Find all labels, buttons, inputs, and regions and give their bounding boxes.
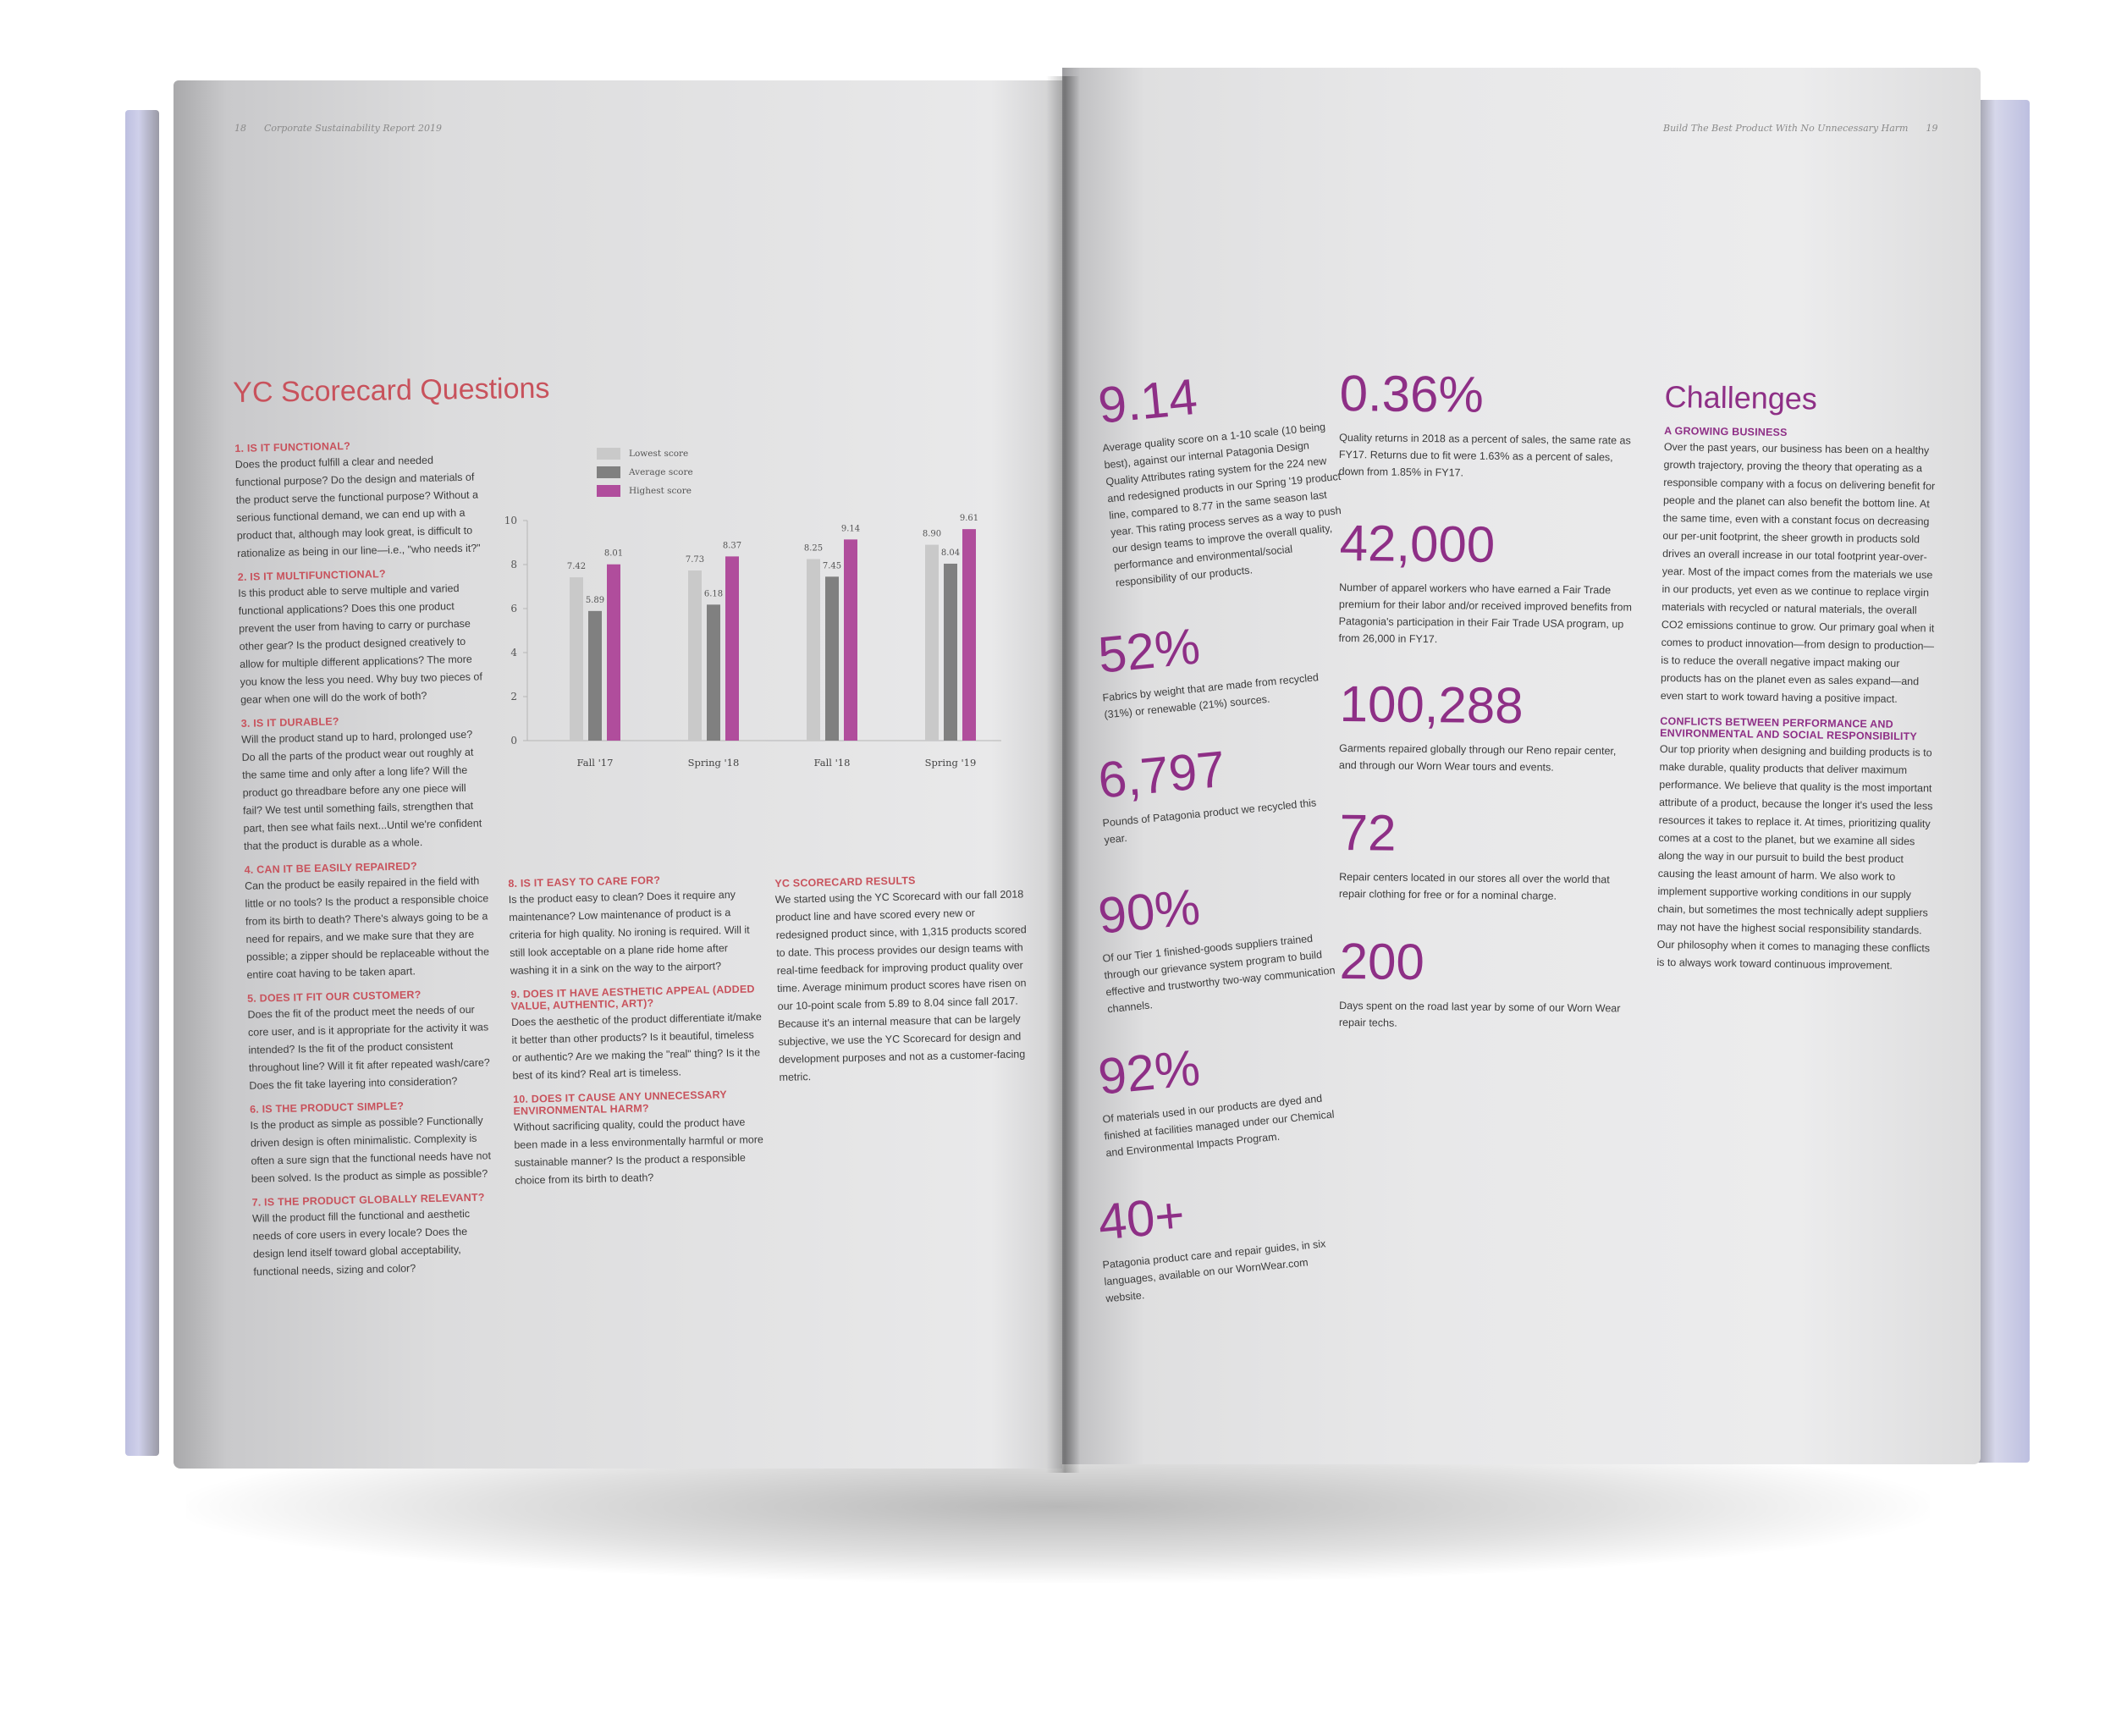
challenges-title: Challenges (1664, 379, 1818, 416)
bar-highest-score (607, 565, 620, 741)
y-tick-label: 6 (510, 603, 517, 614)
stat-value: 100,288 (1339, 675, 1524, 735)
question-body: Will the product stand up to hard, prolonged use? Do all the parts of the product wear out roughly at the same time and only after a long life? Will the product go threadbare before any one piece will fail? We test until something fails, strengthen that part, then see what fails next...Until we're confident that the product is durable as a whole. (241, 728, 482, 852)
bar-value-label: 6.18 (703, 589, 724, 599)
bar-value-label: 8.25 (803, 543, 824, 554)
bar-lowest-score (925, 545, 939, 741)
stat-value: 92% (1095, 1039, 1203, 1105)
stat-desc: Days spent on the road last year by some of our Worn Wear repair techs. (1338, 999, 1621, 1029)
book-edge-right (1972, 100, 2030, 1463)
question-body: Can the product be easily repaired in the field with little or no tools? Is the product a responsible choice from its birth to death? There's always going to be a need for repairs, and we make sure that they are possible; a zipper should be replaceable without the entire coat having to be taken apart. (244, 874, 490, 981)
question-3 (241, 712, 490, 856)
bar-highest-score (844, 539, 857, 741)
stat-desc: Quality returns in 2018 as a percent of sales, the same rate as FY17. Returns due to fit were 1.63% as a percent of sales, down from 1.85% in FY17. (1338, 431, 1631, 479)
stat-desc: Average quality score on a 1-10 scale (10 being best), against our internal Patagonia Design Quality Attributes rating system for the 224 new and redesigned products in our Spring '19 product line, compared to 8.77 in the same season last year. This rating process serves as a way to push our design teams to improve the overall quality, performance and environmental/social responsibility of our products. (1101, 421, 1342, 589)
challenge-heading: CONFLICTS BETWEEN PERFORMANCE AND ENVIRONMENTAL AND SOCIAL RESPONSIBILITY (1660, 714, 1918, 743)
stat-value: 200 (1339, 933, 1425, 991)
question-body: Is this product able to serve multiple and varied functional applications? Does this one product prevent the user from having to carry or purchase other gear? Is the product designed creatively to allow for multiple different applications? The more you know the less you need. Why buy two pieces of gear when one will do the work of both? (238, 582, 483, 706)
question-title: 1. IS IT FUNCTIONAL? (234, 439, 351, 455)
question-title: 2. IS IT MULTIFUNCTIONAL? (237, 567, 386, 583)
x-tick-label: Fall '18 (813, 757, 851, 769)
x-tick-label: Spring '18 (687, 757, 740, 769)
bar-lowest-score (807, 559, 820, 741)
bar-lowest-score (570, 577, 583, 741)
challenge-conflicts (1656, 715, 1939, 976)
question-2 (238, 565, 487, 709)
stat-repair-guides (1096, 1175, 1342, 1307)
stat-value: 52% (1095, 617, 1203, 684)
x-tick-label: Fall '17 (576, 757, 614, 769)
scorecard-chart (487, 504, 1028, 783)
chart-legend (597, 444, 693, 500)
legend-label: Average score (629, 467, 693, 477)
y-tick-label: 10 (504, 515, 517, 526)
questions-column-1 (234, 428, 499, 1281)
question-body: Does the aesthetic of the product differentiate it/make it better than other products? Is it beautiful, timeless or authentic? Are we making the "real" thing? Is it the best of its kind? Real art is timeless. (510, 1011, 762, 1082)
legend-swatch (597, 466, 620, 478)
legend-label: Lowest score (629, 449, 689, 459)
question-body: Is the product as simple as possible? Functionally driven design is often minimalistic. Complexity is often a sure sign that the functional needs have not been solved. Is the product as simple as possible? (250, 1114, 492, 1185)
right-running-title: Build The Best Product With No Unnecessary Harm (1663, 123, 1909, 134)
right-page-number: 19 (1926, 123, 1938, 134)
question-6 (250, 1098, 497, 1188)
stat-value: 42,000 (1339, 515, 1496, 573)
stats-column-middle (1338, 365, 1636, 1031)
stat-value: 0.36% (1339, 365, 1485, 423)
bar-highest-score (725, 556, 739, 741)
stat-desc: Number of apparel workers who have earned a Fair Trade premium for their labor and/or received improved benefits from Patagonia's participation in their Fair Trade USA program, up from 26,000 in FY17. (1338, 581, 1632, 646)
bar-value-label: 8.37 (722, 541, 742, 551)
stat-days-on-road (1338, 933, 1636, 1034)
questions-column-2 (508, 863, 769, 1190)
stat-fabrics (1096, 608, 1341, 723)
left-page (174, 80, 1062, 1469)
scorecard-bar-chart (487, 504, 1028, 783)
stat-value: 90% (1095, 878, 1203, 945)
stat-value: 6,797 (1095, 740, 1228, 809)
stat-desc: Fabrics by weight that are made from recycled (31%) or renewable (21%) sources. (1101, 671, 1320, 721)
question-1 (234, 437, 482, 563)
bar-value-label: 9.61 (959, 514, 979, 524)
question-body: Is the product easy to clean? Does it require any maintenance? Low maintenance of product is a criteria for high quality. No ironing is required. Will it still look acceptable on a plane ride home after washing it in a sink on the way to the airport? (508, 888, 750, 977)
question-title: 4. CAN IT BE EASILY REPAIRED? (244, 860, 418, 876)
stat-desc: Patagonia product care and repair guides, in six languages, available on our WornWear.com website. (1101, 1237, 1326, 1305)
legend-item-lowest (597, 444, 693, 463)
bar-value-label: 8.04 (940, 548, 961, 558)
y-tick-label: 2 (510, 691, 517, 703)
challenge-body: Our top priority when designing and building products is to make durable, quality products that deliver maximum performance. We believe that quality is the most important attribute of a product, because the longer it's used the less resources it takes to replace it. At times, prioritizing quality comes at a cost to the planet, but we examine all sides along the way in our pursuit to build the best product causing the least amount of harm. We also work to implement supportive working conditions in our supply chain, but sometimes the most technically adept suppliers may not have the highest social responsibility standards. Our philosophy when it comes to managing these conflicts is to always work toward continuous improvement. (1656, 742, 1933, 972)
question-10 (513, 1088, 769, 1190)
question-title: 9. DOES IT HAVE AESTHETIC APPEAL (ADDED VALUE, AUTHENTIC, ART)? (510, 983, 755, 1012)
legend-item-highest (597, 482, 693, 500)
results-body: We started using the YC Scorecard with our fall 2018 product line and have scored every new or redesigned product since, with 1,315 products scored to date. This process provides our design teams with real-time feedback for improving product quality over time. Average minimum product scores have risen on our 10-point scale from 5.89 to 8.04 since fall 2017. Because it's an internal measure that can be largely subjective, we use the YC Scorecard for design and development purposes and not as a customer-facing metric. (774, 888, 1027, 1083)
right-page (1062, 68, 1981, 1464)
stat-repair-centers (1338, 804, 1636, 906)
left-running-title: Corporate Sustainability Report 2019 (263, 123, 442, 134)
stat-value: 9.14 (1095, 367, 1200, 434)
page-title: YC Scorecard Questions (233, 372, 550, 409)
left-running-head (234, 123, 442, 134)
stat-quality-score (1096, 358, 1353, 592)
challenge-heading: A GROWING BUSINESS (1664, 424, 1788, 439)
stat-value: 72 (1339, 804, 1397, 862)
challenge-body: Over the past years, our business has been on a healthy growth trajectory, proving the theory that operating as a responsible company with a focus on delivering benefit for people and the planet can also benefit the bottom line. At the same time, even with a constant focus on decreasing our per-unit footprint, the sheer growth in products sold drives an overall increase in our total footprint year-over-year. Most of the impact comes from the materials we use in our products, yet even as we continue to replace virgin materials with recycled or natural materials, the overall CO2 emissions continue to grow. Our primary goal when it comes to product innovation—from design to production—is to reduce the overall negative impact making our products has on the planet even as sales expand—and even start to work toward having a positive impact. (1660, 440, 1936, 705)
bar-average-score (944, 564, 957, 741)
stat-desc: Of our Tier 1 finished-goods suppliers trained through our grievance system program to build effective and trustworthy two-way communication channels. (1101, 932, 1336, 1016)
stat-desc: Repair centers located in our stores all over the world that repair clothing for free or for a nominal charge. (1338, 870, 1610, 902)
question-title: 7. IS THE PRODUCT GLOBALLY RELEVANT? (251, 1191, 485, 1209)
stat-quality-returns (1338, 365, 1636, 483)
bar-value-label: 8.01 (603, 548, 624, 559)
stat-recycled (1096, 733, 1341, 848)
y-tick-label: 4 (510, 647, 517, 659)
stat-desc: Of materials used in our products are dyed and finished at facilities managed under our Chemical and Environmental Impacts Program. (1101, 1092, 1336, 1160)
question-title: 3. IS IT DURABLE? (240, 715, 339, 730)
question-title: 10. DOES IT CAUSE ANY UNNECESSARY ENVIRONMENTAL HARM? (513, 1088, 727, 1117)
stat-desc: Garments repaired globally through our Reno repair center, and through our Worn Wear tours and events. (1338, 741, 1617, 774)
question-title: 6. IS THE PRODUCT SIMPLE? (249, 1099, 405, 1116)
bar-value-label: 8.90 (922, 529, 942, 539)
left-page-number: 18 (234, 123, 246, 134)
stat-desc: Pounds of Patagonia product we recycled this year. (1101, 796, 1317, 846)
question-9 (510, 983, 767, 1085)
stat-materials (1096, 1029, 1342, 1161)
legend-item-average (597, 463, 693, 482)
right-running-head (1663, 123, 1937, 134)
results-title: YC SCORECARD RESULTS (774, 874, 916, 890)
challenges-section (1656, 379, 1944, 976)
bar-average-score (825, 576, 839, 741)
bar-highest-score (962, 529, 976, 741)
y-tick-label: 8 (510, 559, 517, 570)
question-5 (247, 987, 495, 1095)
x-tick-label: Spring '19 (924, 757, 977, 769)
question-title: 8. IS IT EASY TO CARE FOR? (508, 874, 661, 890)
legend-swatch (597, 485, 620, 497)
y-tick-label: 0 (510, 735, 517, 747)
bar-value-label: 7.42 (566, 562, 587, 572)
bar-value-label: 9.14 (840, 524, 861, 534)
stat-garments-repaired (1338, 675, 1636, 777)
book-edge-left (125, 110, 159, 1456)
bar-average-score (588, 611, 602, 741)
question-8 (508, 872, 764, 980)
stats-column-left (1095, 367, 1342, 1308)
stat-suppliers (1096, 868, 1344, 1017)
legend-label: Highest score (629, 486, 692, 496)
bar-value-label: 5.89 (585, 595, 605, 605)
question-body: Does the product fulfill a clear and needed functional purpose? Do the design and materials of the product serve the functional purpose? Without a serious functional demand, we can end up with a product that, although may look great, is difficult to rationalize as being in our line—i.e., "who needs it?" (234, 454, 481, 559)
legend-swatch (597, 448, 620, 460)
book-gutter (1046, 76, 1080, 1473)
bar-lowest-score (688, 570, 702, 741)
question-title: 5. DOES IT FIT OUR CUSTOMER? (246, 989, 422, 1005)
bar-average-score (707, 604, 720, 741)
bar-value-label: 7.73 (685, 555, 705, 565)
question-body: Will the product fill the functional and aesthetic needs of core users in every locale? Does the design lend itself toward global acceptability, functional needs, sizing and color? (251, 1207, 471, 1278)
stat-fair-trade (1338, 515, 1636, 650)
question-body: Does the fit of the product meet the needs of our core user, and is it appropriate for the activity it was intended? Is the fit of the product consistent throughout line? Will it fit after repeated wash/care? Does the fit take layering into consideration? (247, 1003, 490, 1092)
bar-value-label: 7.45 (822, 561, 842, 571)
challenge-growing-business (1661, 425, 1944, 709)
question-4 (245, 858, 493, 984)
stat-value: 40+ (1095, 1186, 1187, 1251)
scorecard-results (774, 863, 1033, 1087)
question-7 (251, 1191, 499, 1281)
question-body: Without sacrificing quality, could the product have been made in a less environmentally harmful or more sustainable manner? Is the product a responsible choice from its birth to death? (513, 1116, 764, 1187)
